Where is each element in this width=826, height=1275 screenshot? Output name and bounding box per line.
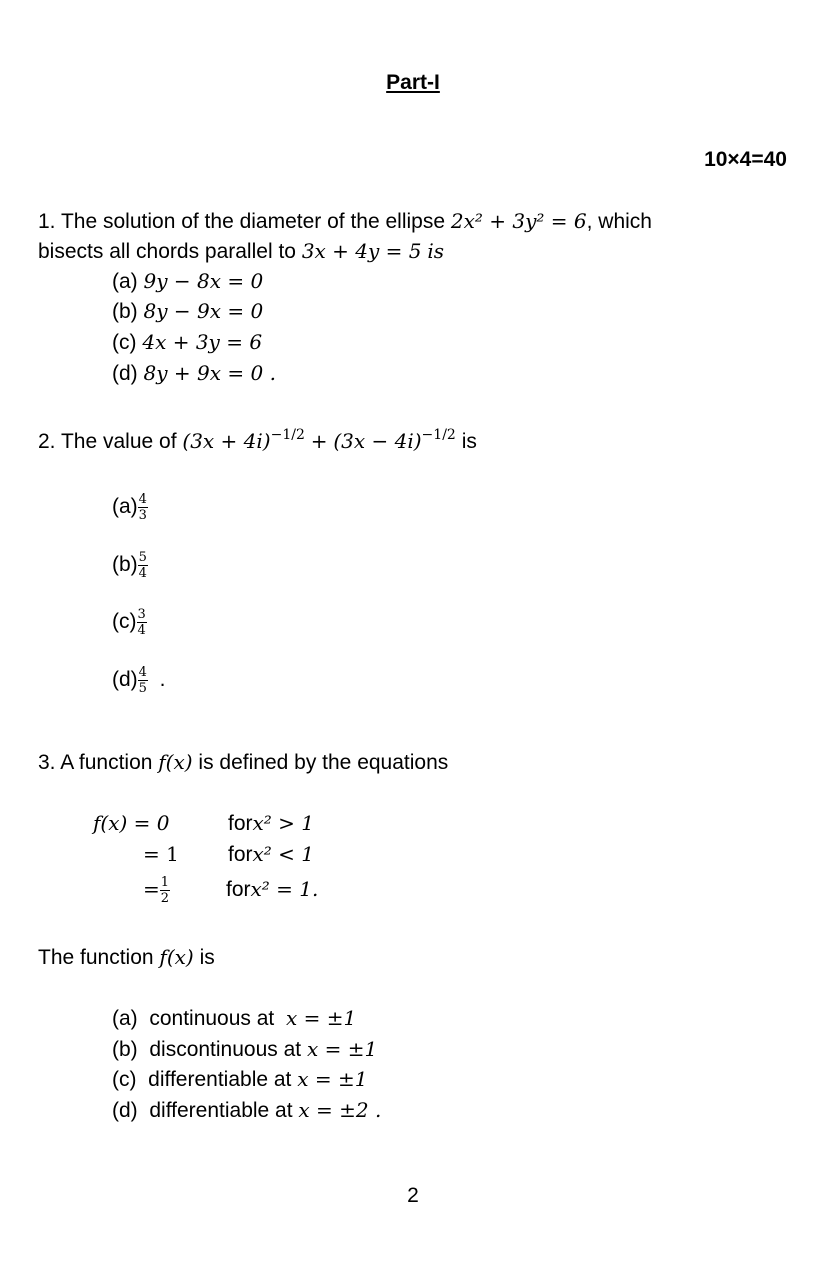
question-2-intro: 2. The value of <box>38 430 177 453</box>
question-3-intro-rest: is defined by the equations <box>198 751 449 774</box>
plus-sign: + <box>310 429 328 453</box>
option-label: (d) <box>112 1099 138 1122</box>
section-title: Part-I <box>386 71 440 94</box>
option-label: (d) <box>112 668 138 692</box>
followup-suffix: is <box>199 946 215 969</box>
term-a: (3x + 4i) <box>182 429 271 453</box>
case-condition-expr: x² = 1. <box>250 877 319 901</box>
question-3-intro: 3. A function <box>38 751 153 774</box>
page-number: 2 <box>407 1184 419 1207</box>
q1-option-d <box>112 358 276 389</box>
q1-option-c <box>112 327 262 358</box>
exponent-b: −1/2 <box>421 427 456 443</box>
case-1-lhs: f(x) = 0 <box>93 811 170 835</box>
q3-option-d <box>112 1095 381 1126</box>
function-fx: f(x) <box>159 945 194 969</box>
option-label: (b) <box>112 553 138 577</box>
option-fraction: $\frac{4}{3}$ <box>138 492 147 523</box>
term-b: (3x − 4i) <box>333 429 422 453</box>
option-expression: 4x + 3y = 6 <box>142 330 263 354</box>
q2-option-d <box>112 665 165 696</box>
option-label: (b) <box>112 1038 138 1061</box>
question-1-line-2-text: bisects all chords parallel to <box>38 240 296 263</box>
case-condition-word: for <box>228 843 253 866</box>
case-condition-word: for <box>228 812 253 835</box>
case-2-condition <box>228 839 314 870</box>
followup-text: The function <box>38 946 154 969</box>
option-label: (c) <box>112 331 137 354</box>
case-3-lhs <box>143 874 170 906</box>
question-1-line-1 <box>38 206 652 237</box>
option-label: (a) <box>112 495 138 519</box>
exponent-a: −1/2 <box>270 427 305 443</box>
option-text: discontinuous at <box>149 1038 302 1061</box>
question-1-middle: , which <box>586 210 652 233</box>
ellipse-equation: 2x² + 3y² = 6 <box>450 209 587 233</box>
option-tail: . <box>159 668 166 692</box>
q2-option-c <box>112 607 147 638</box>
case-1-condition <box>228 808 314 839</box>
question-3-followup <box>38 942 215 973</box>
option-fraction: $\frac{5}{4}$ <box>138 550 147 581</box>
option-fraction: $\frac{4}{5}$ <box>138 665 147 696</box>
question-2-suffix: is <box>461 430 477 453</box>
chord-line-equation: 3x + 4y = 5 <box>301 239 422 263</box>
option-expression: 8y + 9x = 0 . <box>143 361 276 385</box>
option-text: differentiable at <box>148 1068 292 1091</box>
option-text: differentiable at <box>149 1099 293 1122</box>
option-label: (c) <box>112 1068 137 1091</box>
marks-allocation: 10×4=40 <box>704 148 787 171</box>
option-label: (b) <box>112 300 138 323</box>
question-1-intro: 1. The solution of the diameter of the ellipse <box>38 210 446 233</box>
option-label: (c) <box>112 610 137 634</box>
option-expression: x = ±1 <box>306 1037 378 1061</box>
q2-option-a <box>112 492 148 523</box>
q1-option-b <box>112 296 263 327</box>
option-label: (a) <box>112 1007 138 1030</box>
equals-sign: = <box>143 877 160 901</box>
case-fraction: $\frac{1}{2}$ <box>160 874 170 906</box>
q1-option-a <box>112 266 263 297</box>
case-2-lhs: = 1 <box>143 842 179 866</box>
option-expression: x = ±1 <box>285 1006 357 1030</box>
option-fraction: $\frac{3}{4}$ <box>137 607 146 638</box>
q3-option-a <box>112 1003 356 1034</box>
case-condition-word: for <box>226 878 251 901</box>
q3-option-c <box>112 1064 367 1095</box>
option-label: (a) <box>112 270 138 293</box>
question-3-stem <box>38 747 448 778</box>
function-fx: f(x) <box>158 750 193 774</box>
option-expression: x = ±2 . <box>298 1098 382 1122</box>
case-condition-expr: x² > 1 <box>252 811 315 835</box>
option-expression: x = ±1 <box>297 1067 368 1091</box>
option-text: continuous at <box>149 1007 275 1030</box>
question-2-stem <box>38 426 477 457</box>
option-expression: 8y − 9x = 0 <box>143 299 264 323</box>
case-3-condition <box>226 874 318 905</box>
q2-option-b <box>112 550 148 581</box>
question-1-line-2 <box>38 236 444 267</box>
case-condition-expr: x² < 1 <box>252 842 315 866</box>
option-expression: 9y − 8x = 0 <box>143 269 264 293</box>
question-1-is: is <box>427 239 445 263</box>
option-label: (d) <box>112 362 138 385</box>
q3-option-b <box>112 1034 377 1065</box>
